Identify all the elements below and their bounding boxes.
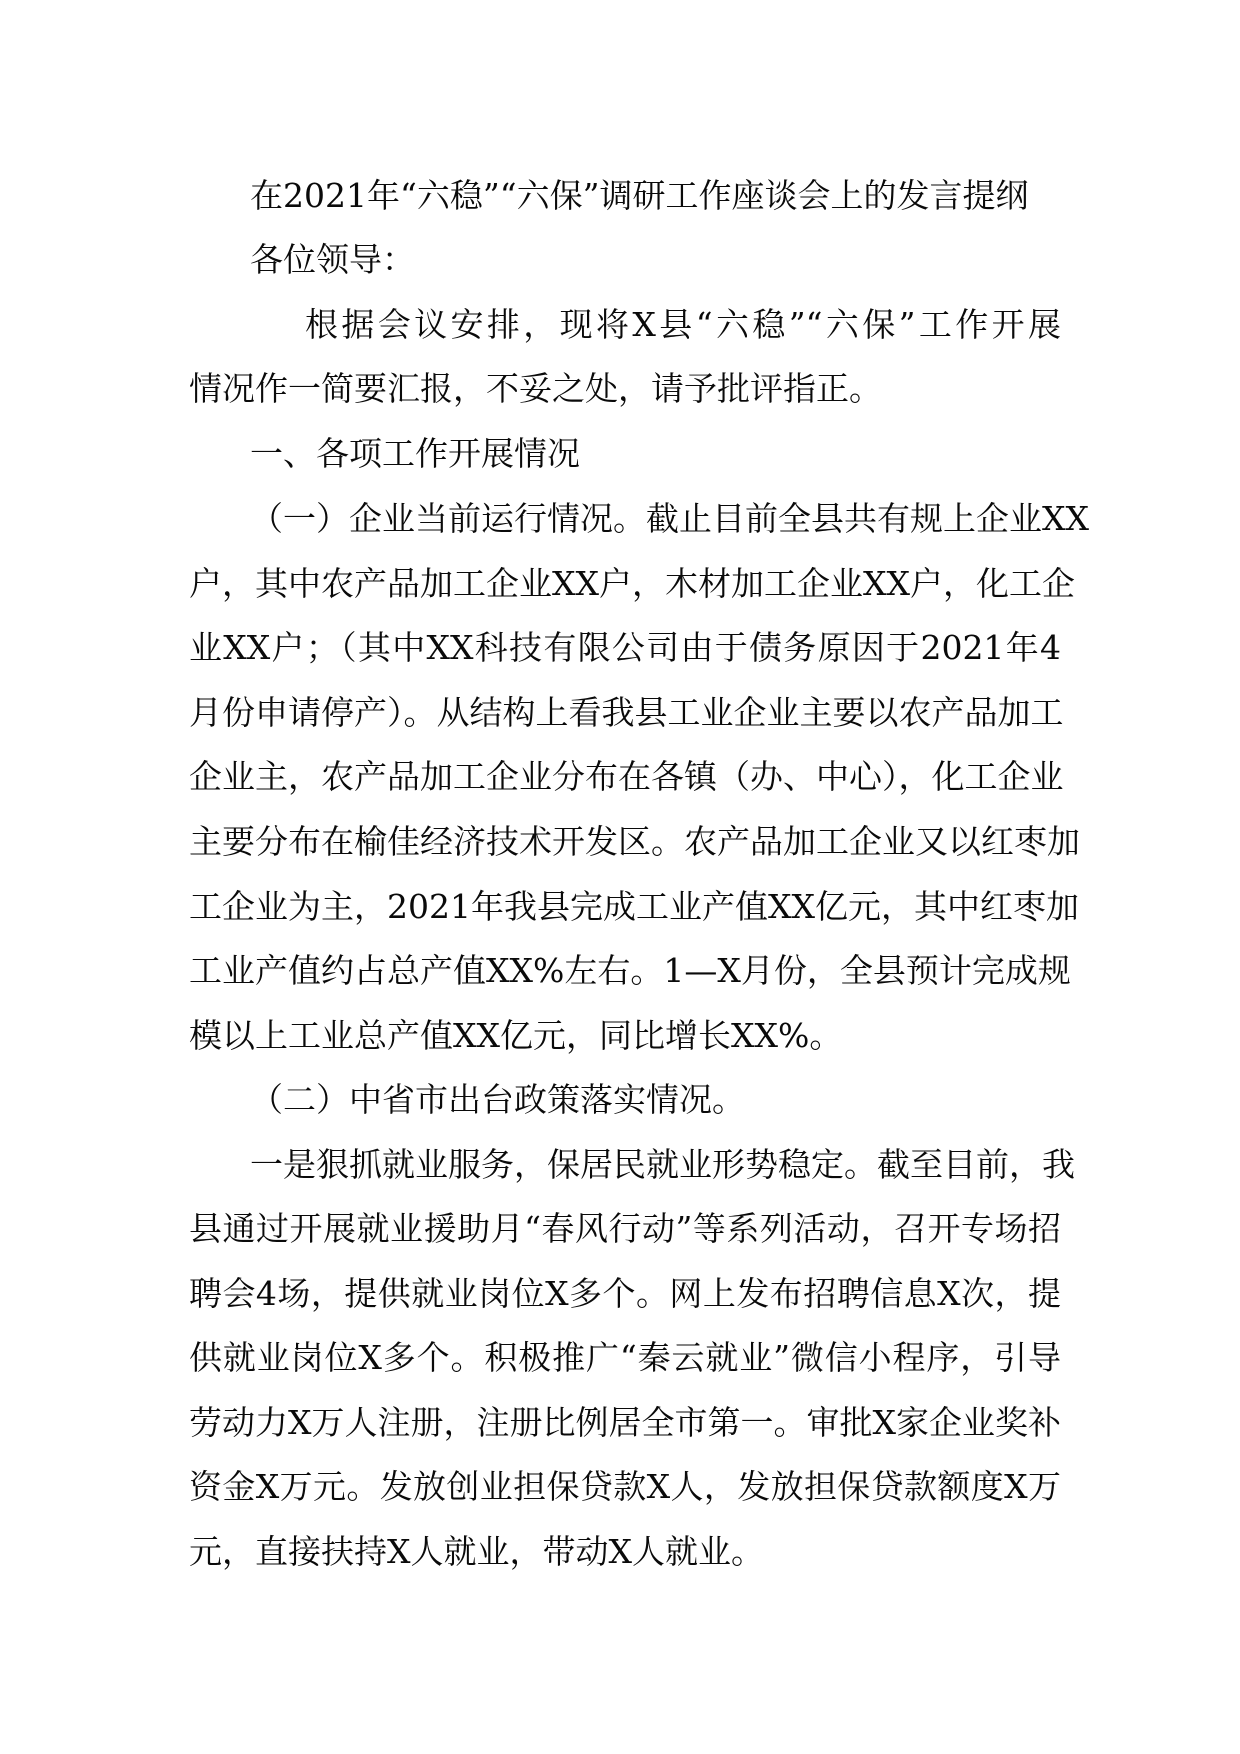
paragraph-line: 企业主，农产品加工企业分布在各镇（办、中心），化工企业 — [189, 757, 1064, 796]
paragraph-line: 一是狠抓就业服务，保居民就业形势稳定。截至目前，我 — [250, 1145, 1075, 1184]
paragraph-line: 工业产值约占总产值XX%左右。1—X月份，全县预计完成规 — [189, 951, 1071, 990]
subsection-heading: （二）中省市出台政策落实情况。 — [250, 1080, 745, 1119]
paragraph-line: 情况作一简要汇报，不妥之处，请予批评指正。 — [189, 369, 882, 408]
salutation: 各位领导： — [250, 240, 415, 279]
paragraph-line: 元，直接扶持X人就业，带动X人就业。 — [189, 1532, 764, 1571]
paragraph-line: 业XX户；（其中XX科技有限公司由于债务原因于2021年4 — [189, 628, 1061, 667]
paragraph-line: （一）企业当前运行情况。截止目前全县共有规上企业XX — [250, 499, 1089, 538]
section-heading: 一、各项工作开展情况 — [250, 434, 580, 473]
paragraph-line: 县通过开展就业援助月“春风行动”等系列活动，召开专场招 — [189, 1209, 1061, 1248]
document-title: 在2021年“六稳”“六保”调研工作座谈会上的发言提纲 — [250, 176, 1029, 215]
paragraph-line: 工企业为主，2021年我县完成工业产值XX亿元，其中红枣加 — [189, 887, 1079, 926]
paragraph-line: 劳动力X万人注册，注册比例居全市第一。审批X家企业奖补 — [189, 1403, 1061, 1442]
paragraph-line: 供就业岗位X多个。积极推广“秦云就业”微信小程序，引导 — [189, 1338, 1061, 1377]
paragraph-line: 聘会4场，提供就业岗位X多个。网上发布招聘信息X次，提 — [189, 1274, 1061, 1313]
paragraph-line: 模以上工业总产值XX亿元，同比增长XX%。 — [189, 1016, 843, 1055]
paragraph-line: 主要分布在榆佳经济技术开发区。农产品加工企业又以红枣加 — [189, 822, 1080, 861]
paragraph-line: 资金X万元。发放创业担保贷款X人，发放担保贷款额度X万 — [189, 1467, 1061, 1506]
paragraph-line: 户，其中农产品加工企业XX户，木材加工企业XX户，化工企 — [189, 564, 1075, 603]
paragraph-line: 月份申请停产）。从结构上看我县工业企业主要以农产品加工 — [189, 693, 1064, 732]
paragraph-line: 根据会议安排，现将X县“六稳”“六保”工作开展 — [305, 305, 1061, 344]
